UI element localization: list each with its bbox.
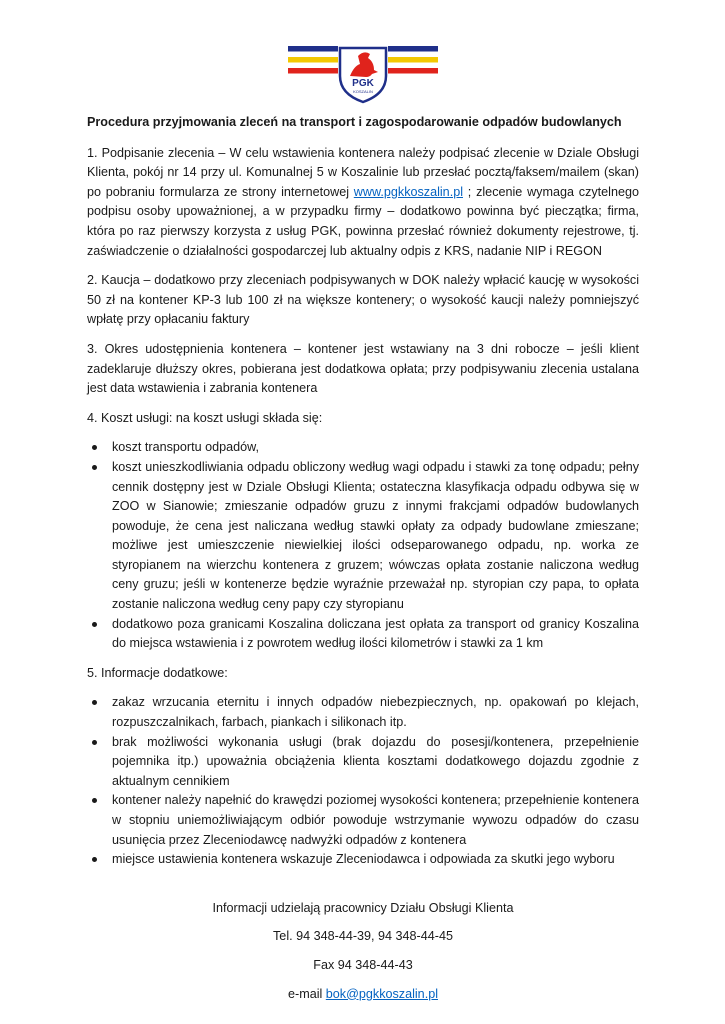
list-item: koszt transportu odpadów, <box>87 438 639 458</box>
list-item: kontener należy napełnić do krawędzi poziomej wysokości kontenera; przepełnienie kontenera w stopniu uniemożliwiającym odbiór powoduje wstrzymanie wywozu odpadów do czasu usunięcia przez Zleceniodawcę nadwyżki odpadów z kontenera <box>87 791 639 850</box>
email-link[interactable]: bok@pgkkoszalin.pl <box>325 986 438 1001</box>
document-title: Procedura przyjmowania zleceń na transport i zagospodarowanie odpadów budowlanych <box>87 115 622 129</box>
section-1-paragraph <box>87 144 639 262</box>
footer-phone: Tel. 94 348-44-39, 94 348-44-45 <box>273 929 453 944</box>
footer-fax: Fax 94 348-44-43 <box>313 957 413 972</box>
list-item: zakaz wrzucania eternitu i innych odpadów niebezpiecznych, np. opakowań po klejach, rozpuszczalnikach, farbach, piankach i silikonach itp. <box>87 693 639 732</box>
section-4-heading: 4. Koszt usługi: na koszt usługi składa się: <box>87 410 323 425</box>
email-label: e-mail <box>288 986 326 1001</box>
section-5-list <box>87 693 639 869</box>
section-3-paragraph: 3. Okres udostępnienia kontenera – kontener jest wstawiany na 3 dni robocze – jeśli klient zadeklaruje dłuższy okres, pobierana jest dodatkowa opłata; przy podpisywaniu zlecenia ustalana jest data wstawienia i zabrania kontenera <box>87 341 639 396</box>
list-item: brak możliwości wykonania usługi (brak dojazdu do posesji/kontenera, przepełnienie pojemnika itp.) upoważnia obciążenia klienta kosztami dodatkowego dojazdu zgodnie z aktualnym cennikiem <box>87 733 639 792</box>
footer-email-line <box>87 985 639 1005</box>
document-body <box>87 113 639 1013</box>
section-4-list <box>87 438 639 654</box>
section-1-text: 1. Podpisanie zlecenia – W celu wstawienia kontenera należy podpisać zlecenie w Dziale Obsługi Klienta, pokój nr 14 przy ul. Komunalnej 5 w Koszalinie lub przesłać pocztą/faksem/mailem (skan) po pobraniu formularza ze strony internetowej <box>87 145 639 199</box>
pgk-koszalin-logo <box>288 42 438 104</box>
footer-info: Informacji udzielają pracownicy Działu Obsługi Klienta <box>212 900 514 915</box>
list-item: miejsce ustawienia kontenera wskazuje Zleceniodawca i odpowiada za skutki jego wyboru <box>87 850 639 870</box>
list-item: koszt unieszkodliwiania odpadu obliczony według wagi odpadu i stawki za tonę odpadu; pełny cennik dostępny jest w Dziale Obsługi Klienta; ostateczna klasyfikacja odpadu odbywa się w ZOO w Sianowie; zmieszanie odpadów gruzu z innymi frakcjami odpadów budowlanych powoduje, że cena jest naliczana według stawki opłaty za odpady budowlane zmieszane; możliwe jest umieszczenie niewielkiej ilości odseparowanego odpadu, np. worka ze styropianem na wierzchu kontenera z gruzem; wówczas opłata zostanie naliczona według ceny gruzu; jeśli w kontenerze będzie wyraźnie przeważał np. styropian czy papa, to opłata zostanie naliczona według ceny papy czy styropianu <box>87 458 639 615</box>
section-5-heading: 5. Informacje dodatkowe: <box>87 665 228 680</box>
contact-footer <box>87 899 639 1004</box>
logo-city-text: KOSZALIN <box>353 89 373 94</box>
section-2-paragraph: 2. Kaucja – dodatkowo przy zleceniach podpisywanych w DOK należy wpłacić kaucję w wysokości 50 zł na kontener KP-3 lub 100 zł na większe kontenery; o wysokość kaucji należy pomniejszyć wpłatę przy opłacaniu faktury <box>87 273 639 327</box>
section-1-text-cont: ; zlecenie wymaga czytelnego podpisu osoby upoważnionej, a w przypadku firmy – dodatkowo powinna być pieczątka; firma, która po raz pierwszy korzysta z usług PGK, powinna przesłać również dokumenty rejestrowe, tj. zaświadczenie o działalności gospodarczej lub aktualny odpis z KRS, nadanie NIP i REGON <box>87 184 639 258</box>
list-item: dodatkowo poza granicami Koszalina doliczana jest opłata za transport od granicy Koszalina do miejsca wstawienia i z powrotem według ilości kilometrów i stawki za 1 km <box>87 615 639 654</box>
logo-brand-text: PGK <box>352 78 374 89</box>
website-link[interactable]: www.pgkkoszalin.pl <box>353 184 463 199</box>
